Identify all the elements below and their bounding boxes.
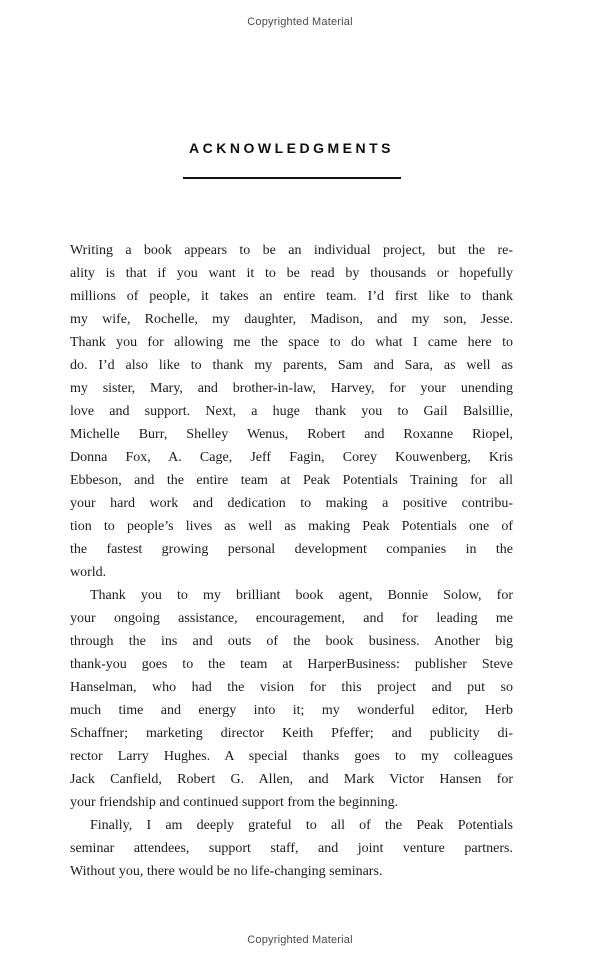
text-line: your ongoing assistance, encouragement, and for leading me <box>70 611 513 626</box>
title-rule <box>183 177 401 179</box>
text-line: the fastest growing personal development companies in the <box>70 542 513 557</box>
text-line: Thank you to my brilliant book agent, Bonnie Solow, for <box>90 588 513 603</box>
text-line: your hard work and dedication to making a positive contribu- <box>70 496 513 511</box>
paragraph <box>70 239 513 584</box>
text-line: Schaffner; marketing director Keith Pfeffer; and publicity di- <box>70 726 513 741</box>
chapter-title: ACKNOWLEDGMENTS <box>189 140 394 156</box>
text-line: through the ins and outs of the book business. Another big <box>70 634 513 649</box>
text-line: Jack Canfield, Robert G. Allen, and Mark Victor Hansen for <box>70 772 513 787</box>
text-line: world. <box>70 565 107 580</box>
text-line: my sister, Mary, and brother-in-law, Harvey, for your unending <box>70 381 513 396</box>
copyright-notice-top: Copyrighted Material <box>247 16 353 28</box>
text-line: Thank you for allowing me the space to do what I came here to <box>70 335 513 350</box>
text-line: millions of people, it takes an entire team. I’d first like to thank <box>70 289 513 304</box>
text-line: Without you, there would be no life-changing seminars. <box>70 864 383 879</box>
text-line: rector Larry Hughes. A special thanks goes to my colleagues <box>70 749 513 764</box>
text-line: Writing a book appears to be an individual project, but the re- <box>70 243 513 258</box>
paragraph <box>70 814 513 883</box>
text-line: love and support. Next, a huge thank you to Gail Balsillie, <box>70 404 513 419</box>
page-content <box>70 0 513 883</box>
text-line: do. I’d also like to thank my parents, Sam and Sara, as well as <box>70 358 513 373</box>
text-line: Ebbeson, and the entire team at Peak Potentials Training for all <box>70 473 513 488</box>
text-line: seminar attendees, support staff, and joint venture partners. <box>70 841 513 856</box>
text-line: Michelle Burr, Shelley Wenus, Robert and Roxanne Riopel, <box>70 427 513 442</box>
text-line: Hanselman, who had the vision for this project and put so <box>70 680 513 695</box>
text-line: tion to people’s lives as well as making Peak Potentials one of <box>70 519 513 534</box>
text-line: much time and energy into it; my wonderful editor, Herb <box>70 703 513 718</box>
text-line: Donna Fox, A. Cage, Jeff Fagin, Corey Kouwenberg, Kris <box>70 450 513 465</box>
text-line: thank-you goes to the team at HarperBusiness: publisher Steve <box>70 657 513 672</box>
text-line: my wife, Rochelle, my daughter, Madison, and my son, Jesse. <box>70 312 513 327</box>
text-line: ality is that if you want it to be read by thousands or hopefully <box>70 266 513 281</box>
paragraph <box>70 584 513 814</box>
copyright-notice-bottom: Copyrighted Material <box>247 934 353 946</box>
body-text <box>70 239 513 883</box>
text-line: Finally, I am deeply grateful to all of the Peak Potentials <box>90 818 513 833</box>
text-line: your friendship and continued support from the beginning. <box>70 795 399 810</box>
